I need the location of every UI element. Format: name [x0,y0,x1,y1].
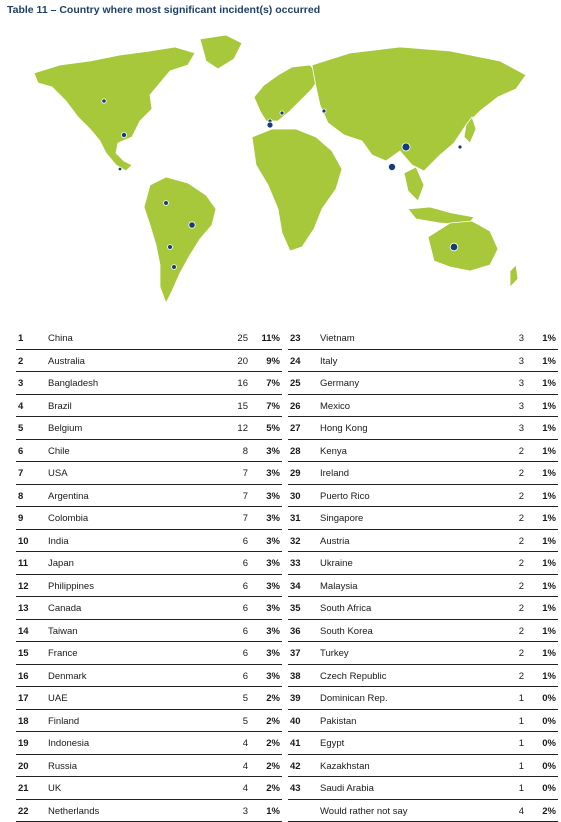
country-cell: Philippines [48,581,94,592]
percent-cell: 0% [542,761,556,772]
rank-cell: 42 [290,761,301,772]
percent-cell: 1% [542,536,556,547]
rank-cell: 21 [18,783,29,794]
country-cell: Malaysia [320,581,358,592]
percent-cell: 1% [542,378,556,389]
table-row [288,687,558,710]
country-cell: South Korea [320,626,373,637]
country-cell: Brazil [48,401,72,412]
rank-cell: 24 [290,356,301,367]
count-cell: 6 [243,648,248,659]
count-cell: 4 [243,783,248,794]
table-row [16,552,282,575]
count-cell: 3 [519,401,524,412]
rank-cell: 22 [18,806,29,817]
table-row [16,462,282,485]
count-cell: 4 [519,806,524,817]
count-cell: 2 [519,536,524,547]
rank-cell: 14 [18,626,29,637]
rank-cell: 10 [18,536,29,547]
marker-mexico [118,167,122,171]
table-row [288,440,558,463]
count-cell: 2 [519,513,524,524]
marker-china [402,143,410,151]
country-cell: Colombia [48,513,88,524]
percent-cell: 3% [266,536,280,547]
table-row [16,642,282,665]
marker-belgium [267,122,273,128]
rank-cell: 11 [18,558,28,569]
count-cell: 2 [519,468,524,479]
country-cell: Austria [320,536,350,547]
percent-cell: 1% [542,423,556,434]
rank-cell: 39 [290,693,301,704]
table-row [16,507,282,530]
percent-cell: 3% [266,558,280,569]
rank-cell: 26 [290,401,301,412]
percent-cell: 1% [542,626,556,637]
rank-cell: 17 [18,693,29,704]
percent-cell: 0% [542,783,556,794]
marker-chile [168,245,173,250]
percent-cell: 2% [266,783,280,794]
rank-cell: 3 [18,378,23,389]
rank-cell: 9 [18,513,23,524]
count-cell: 4 [243,761,248,772]
count-cell: 1 [519,738,524,749]
rank-cell: 37 [290,648,301,659]
marker-australia [450,243,458,251]
rank-cell: 31 [290,513,301,524]
percent-cell: 5% [266,423,280,434]
table-row [288,462,558,485]
count-cell: 25 [237,333,248,344]
count-cell: 2 [519,671,524,682]
table-row [288,530,558,553]
ranking-table-right [288,327,558,822]
percent-cell: 9% [266,356,280,367]
marker-colombia [164,201,169,206]
table-row [288,777,558,800]
marker-brazil [189,222,195,228]
percent-cell: 0% [542,693,556,704]
marker-russia [322,109,326,113]
country-cell: Taiwan [48,626,78,637]
greenland-landmass [200,35,242,69]
table-row [288,372,558,395]
table-row [16,710,282,733]
country-cell: Puerto Rico [320,491,370,502]
country-cell: Germany [320,378,359,389]
rank-cell: 5 [18,423,23,434]
marker-canada [102,99,106,103]
count-cell: 3 [519,356,524,367]
percent-cell: 1% [542,356,556,367]
rank-cell: 29 [290,468,301,479]
percent-cell: 1% [542,603,556,614]
table-row [288,732,558,755]
table-row [16,687,282,710]
table-row [16,372,282,395]
asia-landmass [312,47,526,171]
southeast-asia-landmass [404,167,424,201]
percent-cell: 7% [266,378,280,389]
table-row [288,755,558,778]
count-cell: 1 [519,716,524,727]
table-row [288,575,558,598]
country-cell: South Africa [320,603,371,614]
country-cell: China [48,333,73,344]
rank-cell: 1 [18,333,23,344]
count-cell: 20 [237,356,248,367]
count-cell: 3 [519,333,524,344]
country-cell: Japan [48,558,74,569]
rank-cell: 13 [18,603,29,614]
count-cell: 12 [237,423,248,434]
table-row [16,395,282,418]
count-cell: 2 [519,626,524,637]
africa-landmass [252,129,342,251]
count-cell: 2 [519,603,524,614]
country-cell: Mexico [320,401,350,412]
count-cell: 8 [243,446,248,457]
table-row [288,552,558,575]
table-row [16,417,282,440]
count-cell: 6 [243,603,248,614]
table-row [16,777,282,800]
rank-cell: 25 [290,378,301,389]
rank-cell: 35 [290,603,301,614]
count-cell: 3 [519,423,524,434]
percent-cell: 3% [266,671,280,682]
europe-landmass [254,65,320,121]
north-america-landmass [34,47,195,171]
table-row [288,642,558,665]
table-row [16,620,282,643]
country-cell: Kazakhstan [320,761,370,772]
country-cell: Egypt [320,738,344,749]
country-cell: Saudi Arabia [320,783,374,794]
count-cell: 6 [243,558,248,569]
count-cell: 1 [519,783,524,794]
percent-cell: 2% [542,806,556,817]
rank-cell: 16 [18,671,29,682]
marker-usa [121,132,126,137]
country-cell: Australia [48,356,85,367]
rank-cell: 20 [18,761,29,772]
country-cell: Ireland [320,468,349,479]
table-row [288,485,558,508]
count-cell: 2 [519,491,524,502]
percent-cell: 1% [542,581,556,592]
rank-cell: 27 [290,423,301,434]
percent-cell: 1% [542,491,556,502]
country-cell: UAE [48,693,68,704]
country-cell: Pakistan [320,716,356,727]
country-cell: India [48,536,69,547]
table-row [16,485,282,508]
country-cell: Argentina [48,491,89,502]
count-cell: 4 [243,738,248,749]
count-cell: 2 [519,446,524,457]
table-row [16,665,282,688]
country-cell: Singapore [320,513,363,524]
count-cell: 6 [243,581,248,592]
count-cell: 7 [243,468,248,479]
country-cell: Finland [48,716,79,727]
country-cell: Dominican Rep. [320,693,388,704]
percent-cell: 1% [266,806,280,817]
rank-cell: 7 [18,468,23,479]
country-cell: Chile [48,446,70,457]
table-row [288,507,558,530]
rank-cell: 30 [290,491,301,502]
count-cell: 5 [243,693,248,704]
country-cell: Italy [320,356,337,367]
percent-cell: 1% [542,648,556,659]
rank-cell: 40 [290,716,301,727]
table-row [288,597,558,620]
country-cell: Canada [48,603,81,614]
count-cell: 3 [519,378,524,389]
rank-cell: 19 [18,738,29,749]
percent-cell: 3% [266,446,280,457]
count-cell: 2 [519,581,524,592]
rank-cell: 41 [290,738,301,749]
ranking-table-left [16,327,282,822]
percent-cell: 2% [266,738,280,749]
percent-cell: 3% [266,648,280,659]
country-cell: USA [48,468,68,479]
count-cell: 3 [243,806,248,817]
count-cell: 1 [519,693,524,704]
table-row [288,665,558,688]
percent-cell: 3% [266,581,280,592]
table-row [16,440,282,463]
rank-cell: 4 [18,401,23,412]
rank-cell: 33 [290,558,301,569]
marker-denmark [280,111,284,115]
table-row [16,327,282,350]
percent-cell: 3% [266,626,280,637]
new-zealand-landmass [510,265,518,287]
country-cell: France [48,648,78,659]
percent-cell: 0% [542,738,556,749]
table-row [16,732,282,755]
table-row [16,755,282,778]
country-cell: Denmark [48,671,87,682]
country-cell: Hong Kong [320,423,368,434]
rank-cell: 6 [18,446,23,457]
percent-cell: 2% [266,716,280,727]
rank-cell: 2 [18,356,23,367]
south-america-landmass [144,177,216,303]
rank-cell: 43 [290,783,301,794]
count-cell: 6 [243,626,248,637]
count-cell: 2 [519,558,524,569]
percent-cell: 1% [542,671,556,682]
count-cell: 6 [243,536,248,547]
percent-cell: 7% [266,401,280,412]
rank-cell: 28 [290,446,301,457]
marker-japan [458,145,462,149]
percent-cell: 3% [266,513,280,524]
page-title: Table 11 – Country where most significant incident(s) occurred [7,4,320,16]
rank-cell: 18 [18,716,29,727]
country-cell: Turkey [320,648,349,659]
table-row [288,327,558,350]
country-cell: Bangladesh [48,378,98,389]
rank-cell: 34 [290,581,301,592]
australia-landmass [428,221,498,271]
percent-cell: 3% [266,491,280,502]
rank-cell: 8 [18,491,23,502]
rank-cell: 15 [18,648,29,659]
rank-cell: 32 [290,536,301,547]
country-cell: Vietnam [320,333,355,344]
country-cell: Netherlands [48,806,99,817]
count-cell: 2 [519,648,524,659]
rank-cell: 36 [290,626,301,637]
table-row [288,710,558,733]
percent-cell: 1% [542,558,556,569]
country-cell: Indonesia [48,738,89,749]
percent-cell: 1% [542,468,556,479]
country-cell: Czech Republic [320,671,387,682]
country-cell: Russia [48,761,77,772]
country-cell: Belgium [48,423,82,434]
table-row [16,530,282,553]
table-row [16,350,282,373]
percent-cell: 1% [542,333,556,344]
rank-cell: 23 [290,333,301,344]
count-cell: 7 [243,491,248,502]
percent-cell: 0% [542,716,556,727]
percent-cell: 1% [542,446,556,457]
percent-cell: 2% [266,761,280,772]
rank-cell: 12 [18,581,29,592]
percent-cell: 3% [266,603,280,614]
table-row [16,575,282,598]
count-cell: 5 [243,716,248,727]
marker-argentina [172,265,177,270]
rank-cell: 38 [290,671,301,682]
country-cell: Ukraine [320,558,353,569]
table-row [288,620,558,643]
count-cell: 15 [237,401,248,412]
country-cell: UK [48,783,61,794]
count-cell: 6 [243,671,248,682]
percent-cell: 1% [542,513,556,524]
country-cell: Would rather not say [320,806,407,817]
percent-cell: 1% [542,401,556,412]
table-row [288,417,558,440]
country-cell: Kenya [320,446,347,457]
count-cell: 1 [519,761,524,772]
percent-cell: 11% [262,333,281,344]
percent-cell: 2% [266,693,280,704]
table-row [288,350,558,373]
count-cell: 7 [243,513,248,524]
marker-bangladesh [388,163,395,170]
table-row [288,395,558,418]
count-cell: 16 [237,378,248,389]
world-map [20,25,540,315]
table-row [16,597,282,620]
percent-cell: 3% [266,468,280,479]
